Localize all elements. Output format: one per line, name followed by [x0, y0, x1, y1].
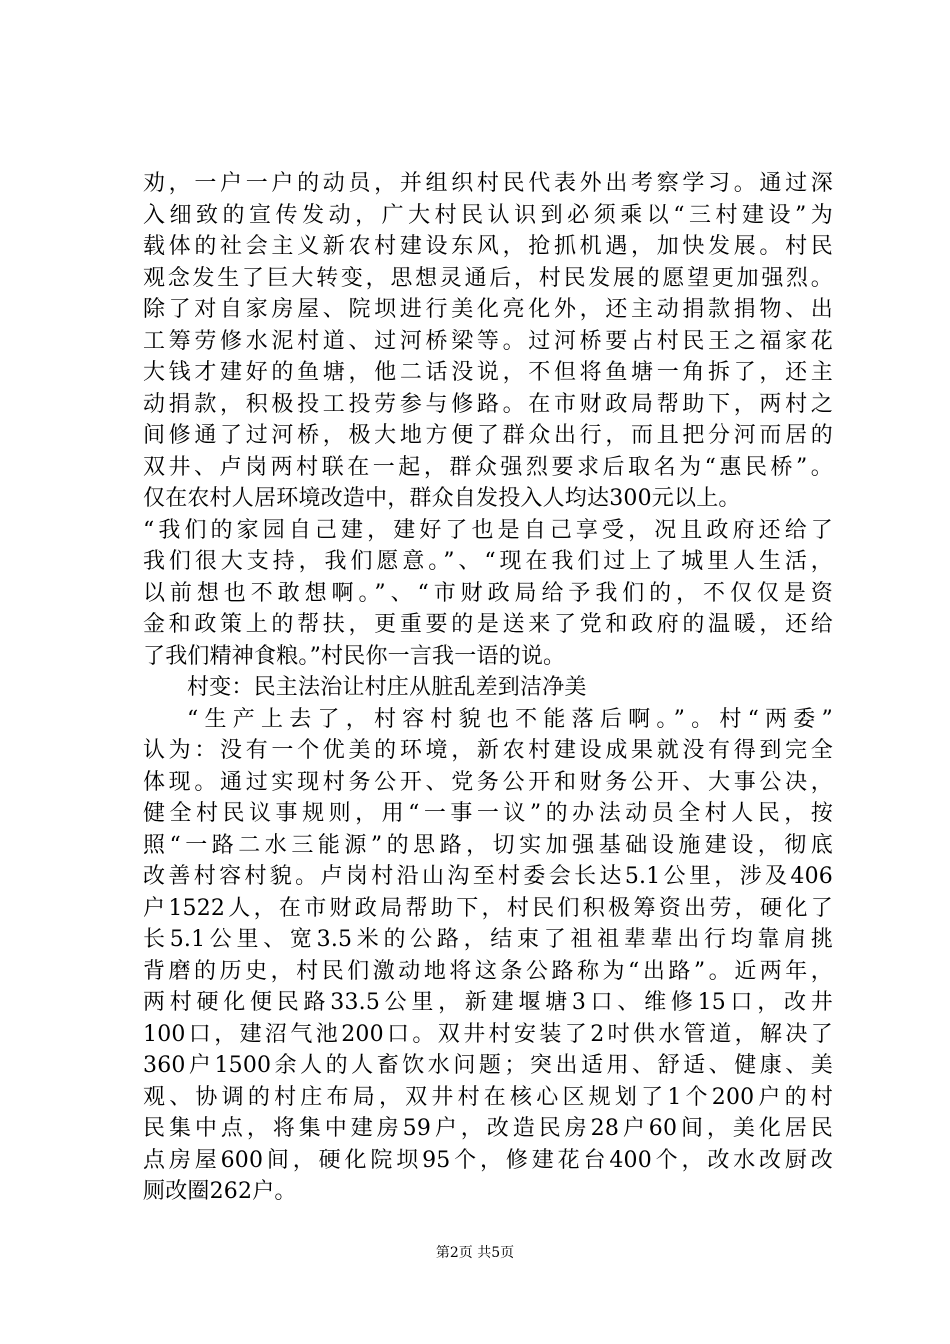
body-text: [143, 168, 833, 1208]
text-line: 动捐款，积极投工投劳参与修路。在市财政局帮助下，两村之: [143, 391, 833, 417]
text-line: 仅在农村人居环境改造中，群众自发投入人均达300元以上。: [143, 486, 741, 511]
text-line: 厕改圈262户。: [143, 1179, 297, 1204]
text-line: “我们的家园自己建，建好了也是自己享受，况且政府还给了: [143, 517, 833, 543]
text-line: 除了对自家房屋、院坝进行美化亮化外，还主动捐款捐物、出: [143, 297, 833, 322]
text-line: 我们很大支持，我们愿意。”、“现在我们过上了城里人生活，: [143, 549, 833, 574]
text-line: 载体的社会主义新农村建设东风，抢抓机遇，加快发展。村民: [143, 234, 833, 259]
text-line: “生产上去了，村容村貌也不能落后啊。”。村“两委”: [187, 706, 833, 732]
text-line: 户1522人，在市财政局帮助下，村民们积极筹资出劳，硬化了: [143, 895, 833, 921]
text-line: 工筹劳修水泥村道、过河桥梁等。过河桥要占村民王之福家花: [143, 328, 833, 354]
text-line: 认为：没有一个优美的环境，新农村建设成果就没有得到完全: [143, 738, 833, 763]
text-line: 以前想也不敢想啊。”、“市财政局给予我们的，不仅仅是资: [143, 580, 833, 606]
text-line: 体现。通过实现村务公开、党务公开和财务公开、大事公决，: [143, 769, 833, 795]
text-line: 双井、卢岗两村联在一起，群众强烈要求后取名为“惠民桥”。: [143, 454, 833, 480]
text-line: 长5.1公里、宽3.5米的公路，结束了祖祖辈辈出行均靠肩挑: [143, 927, 833, 952]
text-line: 360户1500余人的人畜饮水问题；突出适用、舒适、健康、美: [143, 1053, 833, 1078]
text-line: 健全村民议事规则，用“一事一议”的办法动员全村人民，按: [143, 801, 833, 826]
text-line: 点房屋600间，硬化院坝95个，修建花台400个，改水改厨改: [143, 1147, 833, 1173]
text-line: 100口，建沼气池200口。双井村安装了2吋供水管道，解决了: [143, 1021, 833, 1047]
text-line: 观、协调的村庄布局，双井村在核心区规划了1个200户的村: [143, 1084, 833, 1110]
text-line: 间修通了过河桥，极大地方便了群众出行，而且把分河而居的: [143, 423, 833, 448]
text-line: 金和政策上的帮扶，更重要的是送来了党和政府的温暖，还给: [143, 612, 833, 637]
text-line: 背磨的历史，村民们激动地将这条公路称为“出路”。近两年，: [143, 958, 833, 984]
text-line: 大钱才建好的鱼塘，他二话没说，不但将鱼塘一角拆了，还主: [143, 360, 833, 385]
text-line: 两村硬化便民路33.5公里，新建堰塘3口、维修15口，改井: [143, 990, 833, 1015]
text-line: 民集中点，将集中建房59户，改造民房28户60间，美化居民: [143, 1116, 833, 1141]
text-line: 改善村容村貌。卢岗村沿山沟至村委会长达5.1公里，涉及406: [143, 864, 833, 889]
page-number-footer: 第2页 共5页: [435, 1245, 515, 1261]
text-line: 入细致的宣传发动，广大村民认识到必须乘以“三村建设”为: [143, 202, 833, 228]
text-line: 劝，一户一户的动员，并组织村民代表外出考察学习。通过深: [143, 171, 833, 196]
text-line: 照“一路二水三能源”的思路，切实加强基础设施建设，彻底: [143, 832, 833, 858]
text-line: 了我们精神食粮。”村民你一言我一语的说。: [143, 643, 566, 669]
section-heading: 村变：民主法治让村庄从脏乱差到洁净美: [187, 675, 587, 700]
text-line: 观念发生了巨大转变，思想灵通后，村民发展的愿望更加强烈。: [143, 265, 833, 291]
